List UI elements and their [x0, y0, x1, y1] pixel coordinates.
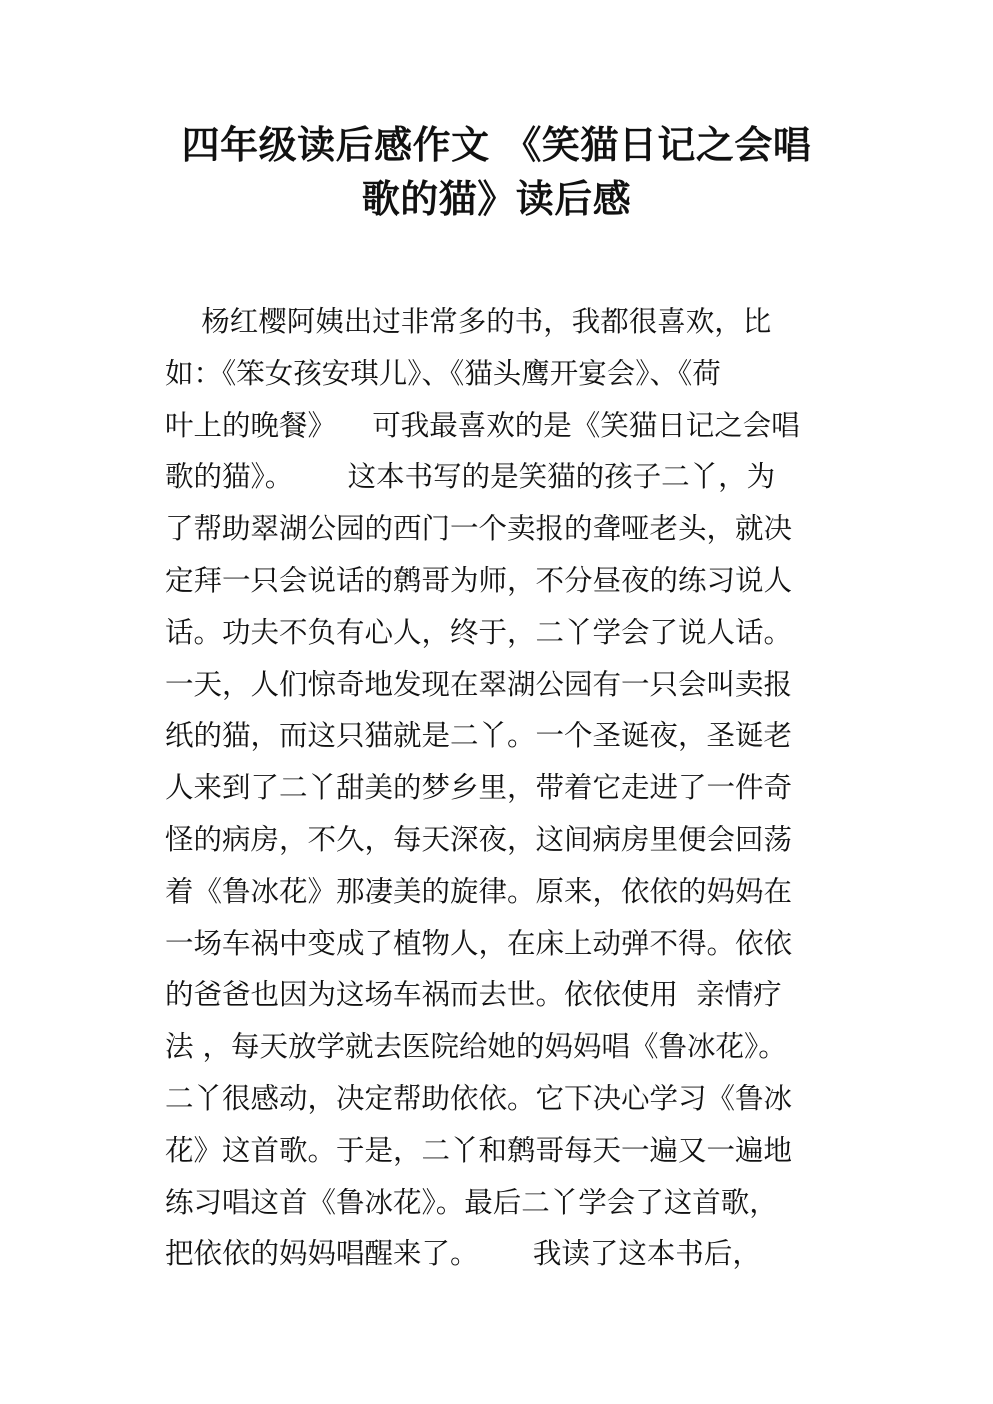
body-line: 叶上的晚餐》 可我最喜欢的是《笑猫日记之会唱 — [165, 408, 800, 442]
body-line: 如：《笨女孩安琪儿》、《猫头鹰开宴会》、《荷 — [165, 356, 721, 390]
title-line-1: 四年级读后感作文 《笑猫日记之会唱 — [181, 123, 812, 167]
body-line: 的爸爸也因为这场车祸而去世。依依使用 亲情疗 — [165, 978, 782, 1012]
body-line: 花》这首歌。于是，二丫和鹩哥每天一遍又一遍地 — [165, 1133, 793, 1167]
body-line: 了帮助翠湖公园的西门一个卖报的聋哑老头，就决 — [165, 512, 793, 546]
body-line: 一场车祸中变成了植物人，在床上动弹不得。依依 — [165, 926, 793, 960]
body-line: 定拜一只会说话的鹩哥为师，不分昼夜的练习说人 — [165, 563, 793, 597]
body-line: 法 ，每天放学就去医院给她的妈妈唱《鲁冰花》。 — [165, 1030, 787, 1064]
body-line: 把依依的妈妈唱醒来了。 我读了这本书后， — [165, 1237, 761, 1271]
body-line: 怪的病房，不久，每天深夜，这间病房里便会回荡 — [165, 822, 793, 856]
body-line: 纸的猫，而这只猫就是二丫。一个圣诞夜，圣诞老 — [165, 719, 793, 753]
title-line-2: 歌的猫》读后感 — [361, 177, 632, 221]
article-body — [165, 296, 835, 1280]
body-line: 着《鲁冰花》那凄美的旋律。原来，依依的妈妈在 — [165, 874, 793, 908]
body-line: 练习唱这首《鲁冰花》。最后二丫学会了这首歌， — [165, 1185, 778, 1219]
document-title — [150, 118, 843, 226]
body-line: 二丫很感动，决定帮助依依。它下决心学习《鲁冰 — [165, 1081, 793, 1115]
body-line: 歌的猫》。 这本书写的是笑猫的孩子二丫，为 — [165, 460, 776, 494]
body-line: 话。功夫不负有心人，终于，二丫学会了说人话。 — [165, 615, 793, 649]
body-line: 杨红樱阿姨出过非常多的书，我都很喜欢，比 — [165, 305, 772, 338]
body-line: 人来到了二丫甜美的梦乡里，带着它走进了一件奇 — [165, 771, 793, 805]
body-line: 一天，人们惊奇地发现在翠湖公园有一只会叫卖报 — [165, 667, 793, 701]
